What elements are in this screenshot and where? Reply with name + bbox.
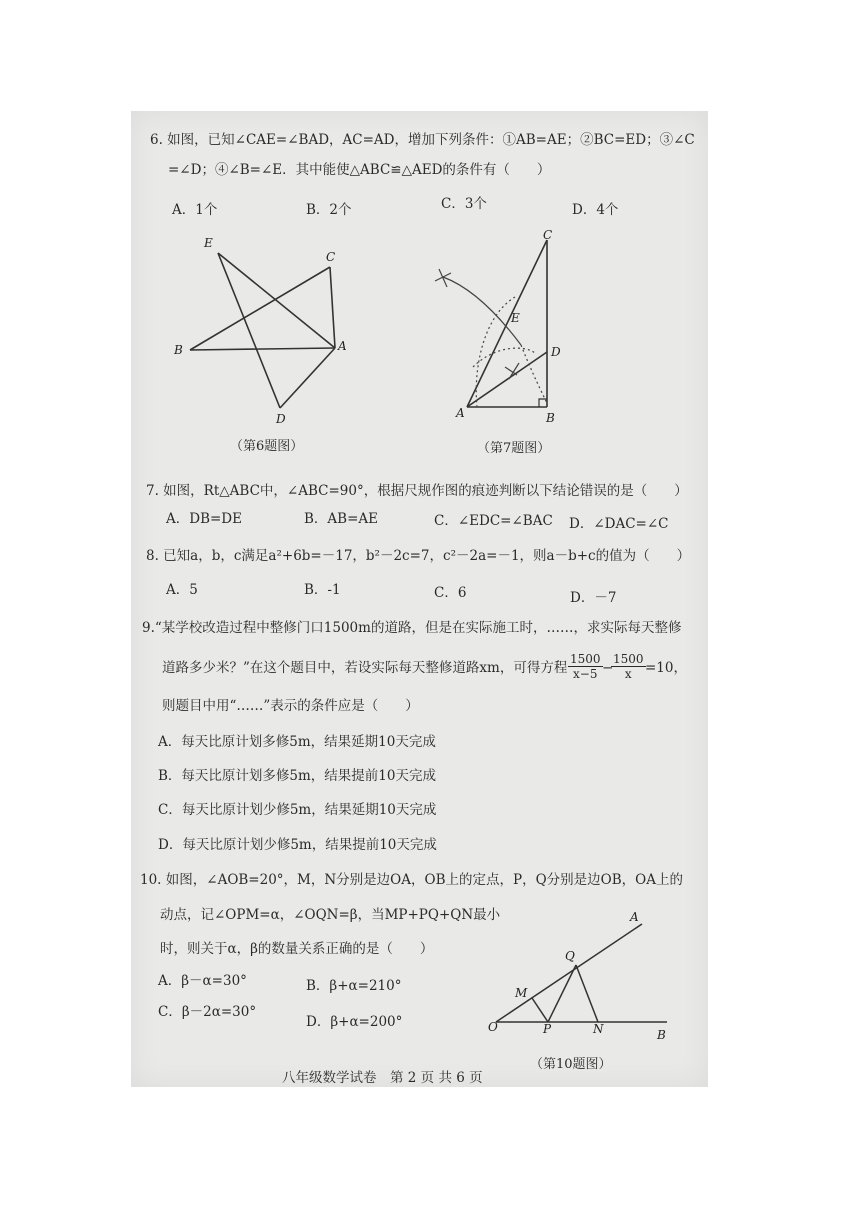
q8-stem: 8. 已知a，b，c满足a²+6b=－17，b²－2c=7，c²－2a=－1，则a－b+c的值为（ ） xyxy=(146,548,691,564)
fig6-label-b: B xyxy=(174,343,183,357)
q6-option-d: D．4个 xyxy=(572,202,619,218)
q9-equation-rhs: =10， xyxy=(645,660,687,676)
figure-6-caption: （第6题图） xyxy=(230,439,304,454)
fig7-label-e: E xyxy=(511,311,520,325)
figure-10 xyxy=(480,905,680,1045)
fig10-label-o: O xyxy=(488,1020,498,1034)
fig7-label-c: C xyxy=(543,228,553,242)
fig6-label-c: C xyxy=(326,250,336,264)
q7-stem: 7. 如图，Rt△ABC中，∠ABC=90°，根据尺规作图的痕迹判断以下结论错误的是（ ） xyxy=(146,483,688,499)
q9-option-b: B．每天比原计划多修5m，结果提前10天完成 xyxy=(158,768,436,784)
fig6-label-e: E xyxy=(204,236,213,250)
q9-fraction-2-numerator: 1500 xyxy=(613,652,644,666)
q6-option-a: A．1个 xyxy=(172,202,218,218)
q10-option-b: B．β+α=210° xyxy=(306,978,402,994)
q8-option-a: A．5 xyxy=(166,582,198,598)
q7-option-a: A．DB=DE xyxy=(166,511,242,527)
q9-fraction-1 xyxy=(568,652,603,681)
q6-option-c: C．3个 xyxy=(441,196,487,212)
q10-stem-line2: 动点，记∠OPM=α，∠OQN=β，当MP+PQ+QN最小 xyxy=(160,907,501,923)
fig10-label-a: A xyxy=(630,910,639,924)
fig10-label-n: N xyxy=(593,1022,604,1036)
figure-6 xyxy=(160,225,360,435)
q10-stem-line1: 10. 如图，∠AOB=20°，M，N分别是边OA，OB上的定点，P，Q分别是边OB，OA上的 xyxy=(140,872,683,888)
q9-fraction-2 xyxy=(611,652,646,681)
q9-equation-minus: − xyxy=(602,660,614,676)
fig10-label-m: M xyxy=(515,986,528,1000)
figure-10-caption: （第10题图） xyxy=(530,1057,612,1072)
fig6-label-d: D xyxy=(276,412,286,426)
figure-7 xyxy=(425,225,575,425)
q9-stem-line2: 道路多少米？”在这个题目中，若设实际每天整修道路xm，可得方程 xyxy=(162,660,568,676)
q9-stem-line3: 则题目中用“……”表示的条件应是（ ） xyxy=(162,698,419,714)
q6-option-b: B．2个 xyxy=(306,202,352,218)
q9-option-c: C．每天比原计划少修5m，结果延期10天完成 xyxy=(158,802,437,818)
fig10-label-q: Q xyxy=(565,949,575,963)
q7-option-d: D．∠DAC=∠C xyxy=(569,516,669,532)
q8-option-c: C．6 xyxy=(434,585,467,601)
q8-option-d: D．－7 xyxy=(570,590,617,606)
fig10-label-b: B xyxy=(657,1028,666,1042)
fig7-label-d: D xyxy=(551,345,561,359)
page-footer: 八年级数学试卷 第 2 页 共 6 页 xyxy=(282,1070,483,1086)
q7-option-c: C．∠EDC=∠BAC xyxy=(434,513,553,529)
q6-stem-line2: =∠D；④∠B=∠E．其中能使△ABC≌△AED的条件有（ ） xyxy=(168,162,551,178)
fig7-label-a: A xyxy=(456,406,465,420)
q9-option-d: D．每天比原计划少修5m，结果提前10天完成 xyxy=(158,837,437,853)
q8-option-b: B．-1 xyxy=(304,582,341,598)
q7-option-b: B．AB=AE xyxy=(304,511,379,527)
fig6-label-a: A xyxy=(338,339,347,353)
fig7-label-b: B xyxy=(546,411,555,425)
figure-7-caption: （第7题图） xyxy=(477,441,551,456)
q9-fraction-1-numerator: 1500 xyxy=(570,652,601,666)
q10-option-c: C．β－2α=30° xyxy=(158,1004,257,1020)
q9-stem-line1: 9.“某学校改造过程中整修门口1500m的道路，但是在实际施工时，……，求实际每天整修 xyxy=(142,620,682,636)
q6-stem-line1: 6. 如图，已知∠CAE=∠BAD，AC=AD，增加下列条件：①AB=AE；②BC=ED；③∠C xyxy=(150,132,695,148)
q9-fraction-2-denominator: x xyxy=(624,667,632,681)
q10-option-a: A．β－α=30° xyxy=(158,973,247,989)
q10-stem-line3: 时，则关于α，β的数量关系正确的是（ ） xyxy=(160,941,434,957)
q9-option-a: A．每天比原计划多修5m，结果延期10天完成 xyxy=(158,734,436,750)
fig10-label-p: P xyxy=(543,1022,552,1036)
q9-fraction-1-denominator: x−5 xyxy=(573,667,598,681)
q10-option-d: D．β+α=200° xyxy=(306,1014,403,1030)
